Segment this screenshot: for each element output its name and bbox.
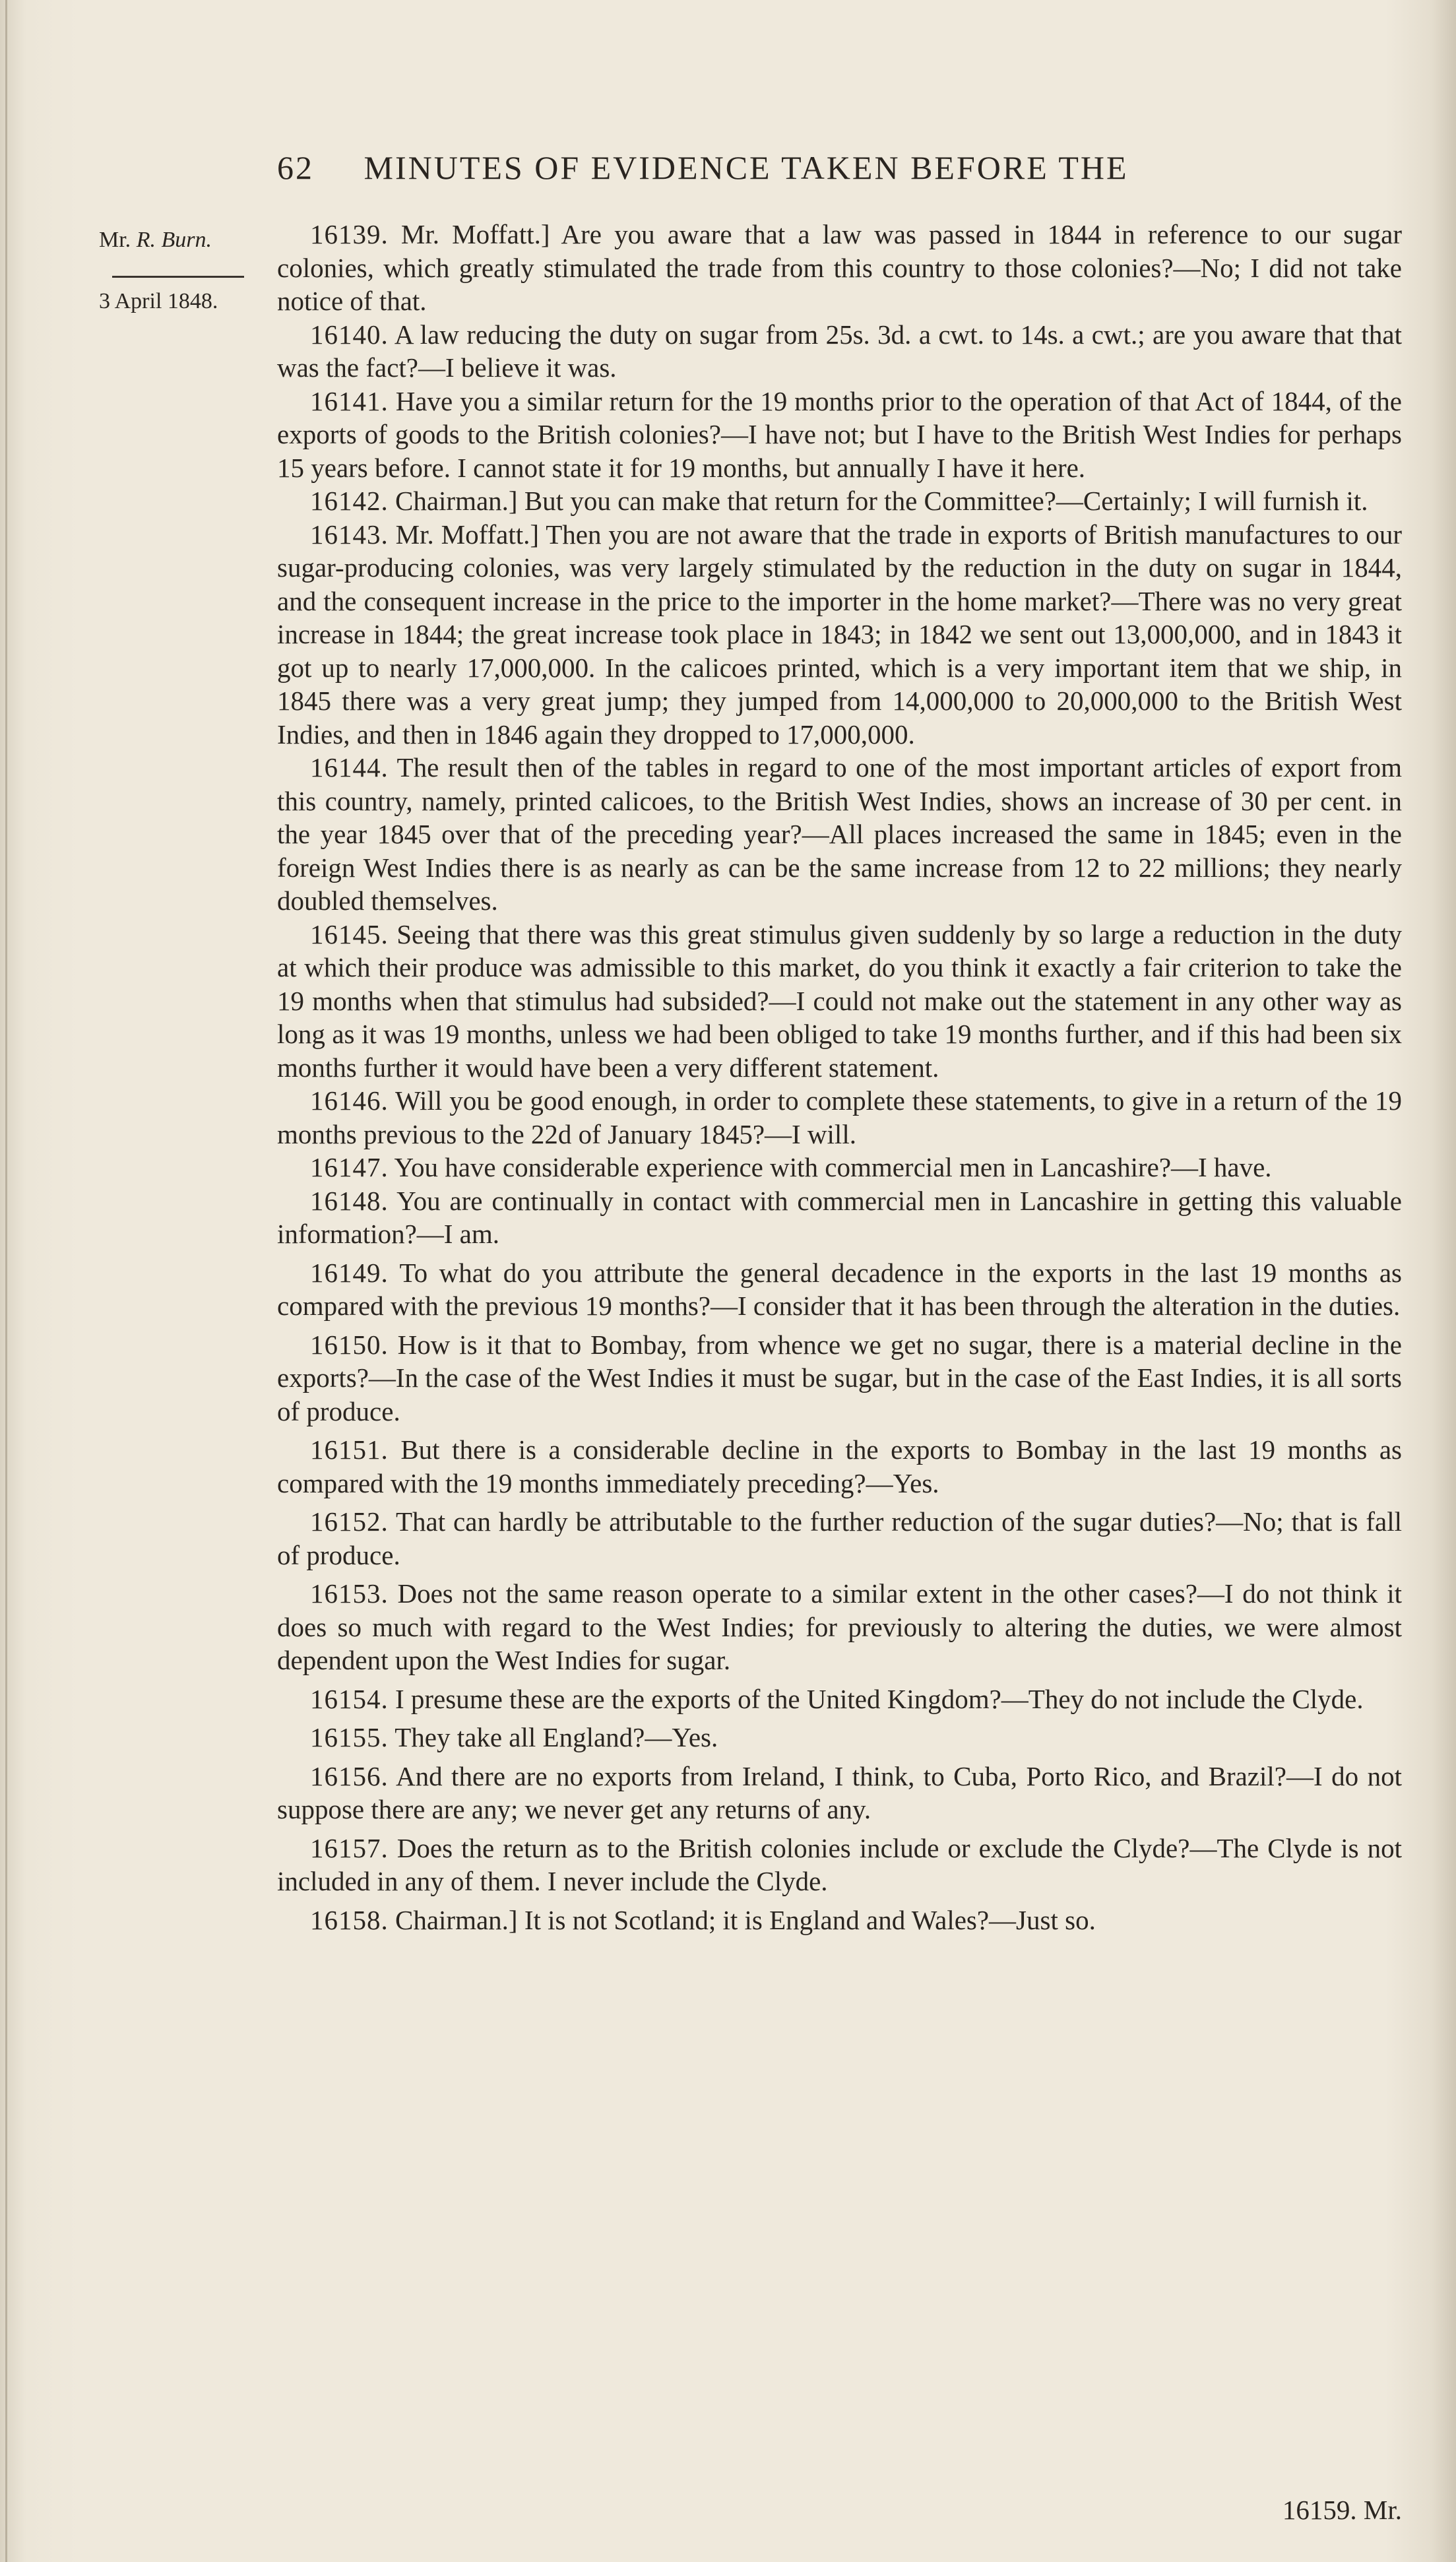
running-header	[277, 148, 1234, 187]
question-text: Mr. Moffatt.] Are you aware that a law was passed in 1844 in reference to our sugar colonies, which greatly stimulated the trade from this country to those colonies?—No; I did not take notice of that.	[277, 219, 1402, 316]
question-paragraph	[277, 1505, 1402, 1572]
question-number: 16141.	[310, 385, 389, 416]
question-paragraph	[277, 1760, 1402, 1826]
binding-edge	[5, 0, 7, 2562]
question-number: 16155.	[310, 1722, 389, 1752]
question-text: A law reducing the duty on sugar from 25s. 3d. a cwt. to 14s. a cwt.; are you aware that that was the fact?—I believe it was.	[277, 319, 1402, 383]
question-text: Chairman.] But you can make that return for the Committee?—Certainly; I will furnish it.	[395, 486, 1368, 516]
question-number: 16143.	[310, 519, 389, 550]
question-number: 16158.	[310, 1904, 389, 1935]
question-paragraph	[277, 1832, 1402, 1898]
question-text: How is it that to Bombay, from whence we get no sugar, there is a material decline in the exports?—In the case of the West Indies it must be sugar, but in the case of the East Indies, it is all sorts of produce.	[277, 1329, 1403, 1426]
question-paragraph	[277, 1904, 1402, 1937]
witness-sidenote	[99, 228, 212, 253]
question-paragraph	[277, 1256, 1402, 1323]
question-number: 16157.	[310, 1832, 389, 1863]
question-number: 16150.	[310, 1329, 389, 1360]
question-text: And there are no exports from Ireland, I think, to Cuba, Porto Rico, and Brazil?—I do not suppose there are any; we never get any returns of any.	[277, 1760, 1402, 1824]
question-paragraph	[277, 218, 1402, 318]
question-number: 16147.	[310, 1152, 389, 1182]
question-text: I presume these are the exports of the United Kingdom?—They do not include the Clyde.	[395, 1683, 1364, 1714]
question-paragraph	[277, 1151, 1402, 1184]
question-text: You are continually in contact with commercial men in Lancashire in getting this valuable information?—I am.	[277, 1185, 1402, 1249]
question-paragraph	[277, 484, 1402, 518]
sidenote-rule	[112, 276, 244, 278]
question-text: To what do you attribute the general decadence in the exports in the last 19 months as compared with the previous 19 months?—I consider that it has been through the alteration in the duties.	[277, 1257, 1403, 1321]
question-number: 16156.	[310, 1760, 389, 1791]
question-paragraph	[277, 385, 1402, 485]
question-number: 16149.	[310, 1257, 389, 1288]
question-text: That can hardly be attributable to the further reduction of the sugar duties?—No; that is fall of produce.	[277, 1506, 1402, 1570]
question-paragraph	[277, 1328, 1402, 1428]
question-number: 16148.	[310, 1185, 389, 1216]
question-paragraph	[277, 918, 1402, 1085]
question-number: 16145.	[310, 918, 389, 949]
question-text: Have you a similar return for the 19 months prior to the operation of that Act of 1844, of the exports of goods to the British colonies?—I have not; but I have to the British West Indies for perhaps 15 years before. I cannot state it for 19 months, but annually I have it here.	[277, 385, 1403, 483]
question-text: The result then of the tables in regard to one of the most important articles of export from this country, namely, printed calicoes, to the British West Indies, shows an increase of 30 per cent. in the year 1845 over that of the preceding year?—All places increased the same in 1845; even in the foreign West Indies there is as nearly as can be the same increase from 12 to 22 millions; they nearly doubled themselves.	[277, 752, 1402, 916]
question-paragraph	[277, 518, 1402, 752]
hearing-date: 3 April 1848.	[99, 289, 218, 313]
question-number: 16144.	[310, 752, 389, 783]
catchword: 16159. Mr.	[1282, 2495, 1402, 2525]
question-number: 16140.	[310, 319, 389, 350]
evidence-body	[277, 218, 1402, 1937]
question-text: Chairman.] It is not Scotland; it is England and Wales?—Just so.	[395, 1904, 1096, 1935]
question-number: 16151.	[310, 1434, 389, 1465]
question-number: 16154.	[310, 1683, 389, 1714]
running-title: MINUTES OF EVIDENCE TAKEN BEFORE THE	[364, 149, 1129, 186]
question-text: But there is a considerable decline in the exports to Bombay in the last 19 months as compared with the 19 months immediately preceding?—Yes.	[277, 1434, 1403, 1498]
question-text: Will you be good enough, in order to complete these statements, to give in a return of the 19 months previous to the 22d of January 1845?—I will.	[277, 1085, 1402, 1149]
question-text: Does not the same reason operate to a similar extent in the other cases?—I do not think it does so much with regard to the West Indies; for previously to altering the duties, we were almost dependent upon the West Indies for sugar.	[277, 1578, 1402, 1675]
question-paragraph	[277, 1084, 1402, 1151]
question-text: You have considerable experience with commercial men in Lancashire?—I have.	[394, 1152, 1272, 1182]
question-paragraph	[277, 1184, 1402, 1251]
question-paragraph	[277, 751, 1402, 918]
question-paragraph	[277, 1433, 1402, 1500]
question-number: 16146.	[310, 1085, 389, 1116]
question-paragraph	[277, 318, 1402, 385]
question-text: They take all England?—Yes.	[395, 1722, 718, 1752]
question-paragraph	[277, 1577, 1402, 1677]
question-text: Mr. Moffatt.] Then you are not aware that the trade in exports of British manufactures to our sugar-producing colonies, was very largely stimulated by the reduction in the duty on sugar in 1844, and the consequent increase in the price to the importer in the home market?—There was no very great increase in 1844; the great increase took place in 1843; in 1842 we sent out 13,000,000, and in 1843 it got up to nearly 17,000,000. In the calicoes printed, which is a very important item that we ship, in 1845 there was a very great jump; they jumped from 14,000,000 to 20,000,000 to the British West Indies, and then in 1846 again they dropped to 17,000,000.	[277, 519, 1403, 750]
witness-prefix: Mr.	[99, 228, 131, 252]
question-number: 16153.	[310, 1578, 389, 1609]
question-number: 16142.	[310, 486, 389, 516]
question-text: Does the return as to the British colonies include or exclude the Clyde?—The Clyde is not included in any of them. I never include the Clyde.	[277, 1832, 1402, 1896]
page-number: 62	[277, 149, 314, 186]
question-number: 16152.	[310, 1506, 389, 1537]
witness-name: R. Burn.	[136, 228, 212, 252]
question-text: Seeing that there was this great stimulus given suddenly by so large a reduction in the duty at which their produce was admissible to this market, do you think it exactly a fair criterion to take the 19 months when that stimulus had subsided?—I could not make out the statement in any other way as long as it was 19 months, unless we had been obliged to take 19 months further, and if this had been six months further it would have been a very different statement.	[277, 918, 1402, 1083]
question-paragraph	[277, 1682, 1402, 1716]
question-paragraph	[277, 1721, 1402, 1754]
question-number: 16139.	[310, 219, 389, 249]
